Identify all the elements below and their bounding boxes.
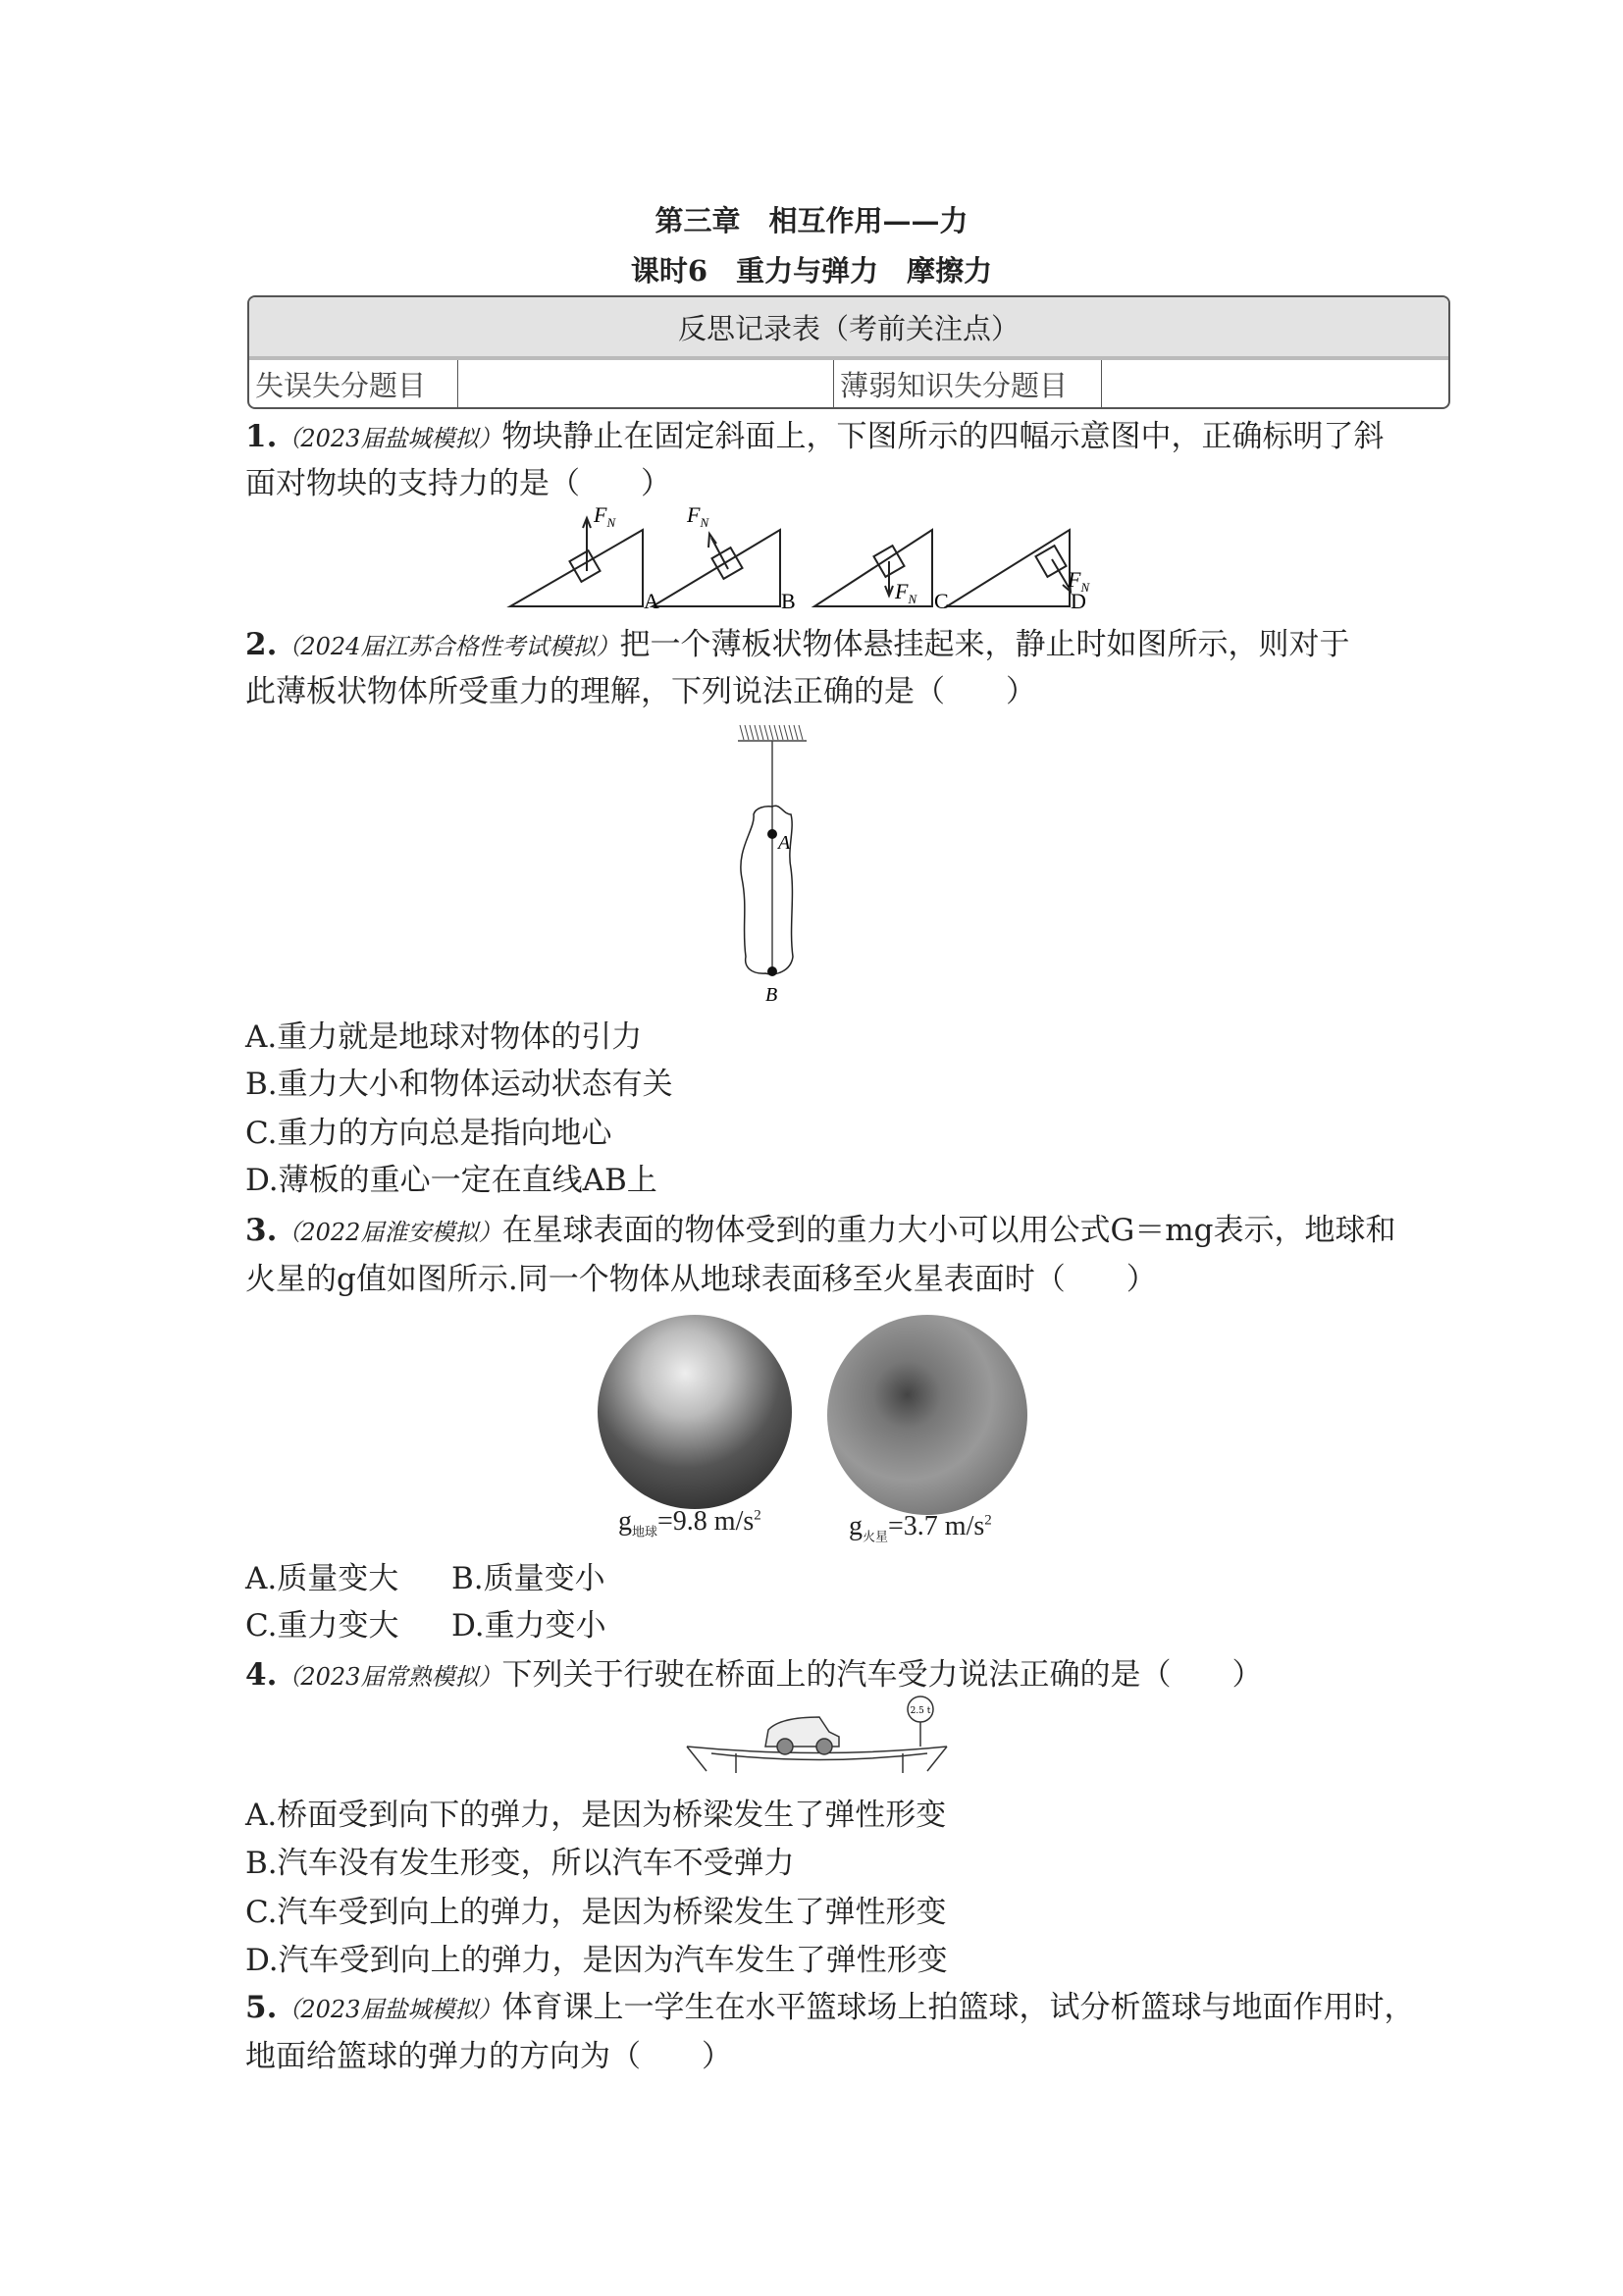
svg-text:FN: $F_N$ <box>1068 567 1090 595</box>
option-b[interactable]: B.汽车没有发生形变，所以汽车不受弹力 <box>245 1846 795 1881</box>
mars-image <box>827 1315 1027 1515</box>
reflection-table-title: 反思记录表（考前关注点） <box>249 297 1448 360</box>
question-4 <box>245 1655 1262 1696</box>
earth-image <box>598 1315 792 1509</box>
option-d-label: D <box>1071 589 1086 613</box>
weak-knowledge-label: 薄弱知识失分题目 <box>833 360 1101 407</box>
option-a[interactable]: A.质量变大 <box>245 1561 399 1596</box>
question-text: 下列关于行驶在桥面上的汽车受力说法正确的是（ ） <box>501 1657 1263 1693</box>
mars-gravity-label: $g_{火星}=3.7$ $m/s^2$ <box>849 1511 992 1544</box>
mistake-label: 失误失分题目 <box>255 368 427 402</box>
lesson-title: 课时6 重力与弹力 摩擦力 <box>630 254 993 287</box>
question-source: （2022届淮安模拟） <box>277 1219 502 1246</box>
force-label: $F_N$ <box>594 502 616 530</box>
question-5 <box>245 1988 1414 2029</box>
question-source: （2024届江苏合格性考试模拟） <box>277 633 620 660</box>
point-b-label: B <box>765 984 778 1006</box>
question-number: 1. <box>245 419 278 454</box>
option-d[interactable]: D.重力变小 <box>451 1608 606 1644</box>
option-c[interactable]: C.重力变大 <box>245 1608 399 1644</box>
hanging-plate-diagram <box>726 721 864 1016</box>
question-1-line2: 面对物块的支持力的是（ ） <box>245 466 671 501</box>
question-number: 4. <box>245 1657 278 1693</box>
svg-text:FN: $F_N$ <box>895 579 917 606</box>
earth-gravity-label: $g_{地球}=9.8$ $m/s^2$ <box>618 1506 761 1539</box>
question-text: 物块静止在固定斜面上，下图所示的四幅示意图中，正确标明了斜 <box>501 419 1385 454</box>
bridge-car-diagram <box>682 1693 957 1781</box>
question-source: （2023届盐城模拟） <box>277 425 502 452</box>
question-number: 2. <box>245 627 278 662</box>
point-a-label: A <box>778 832 791 854</box>
question-number: 3. <box>245 1213 278 1248</box>
question-text: 把一个薄板状物体悬挂起来，静止时如图所示，则对于 <box>619 627 1350 662</box>
option-c-label: C <box>934 589 949 613</box>
option-a[interactable]: A.重力就是地球对物体的引力 <box>245 1019 643 1055</box>
svg-text:FN: $F_N$ <box>687 502 709 530</box>
question-number: 5. <box>245 1990 278 2025</box>
question-1 <box>245 417 1384 458</box>
chapter-title: 第三章 相互作用——力 <box>654 204 969 237</box>
option-a[interactable]: A.桥面受到向下的弹力，是因为桥梁发生了弹性形变 <box>245 1798 947 1833</box>
question-3-line2: 火星的g值如图所示.同一个物体从地球表面移至火星表面时（ ） <box>245 1262 1157 1297</box>
option-b[interactable]: B.重力大小和物体运动状态有关 <box>245 1067 673 1102</box>
reflection-table <box>247 295 1450 409</box>
question-2 <box>245 625 1349 666</box>
question-5-line2: 地面给篮球的弹力的方向为（ ） <box>245 2039 732 2074</box>
option-b-label: B <box>781 589 796 613</box>
option-d[interactable]: D.汽车受到向上的弹力，是因为汽车发生了弹性形变 <box>245 1943 948 1978</box>
question-3 <box>245 1211 1395 1252</box>
load-limit-sign: 2.5 t <box>910 1706 931 1716</box>
option-a-label: A <box>644 589 659 613</box>
incline-diagrams <box>500 500 1128 613</box>
question-text: 体育课上一学生在水平篮球场上拍篮球，试分析篮球与地面作用时， <box>501 1990 1415 2025</box>
mistake-field[interactable] <box>457 360 833 407</box>
option-c[interactable]: C.汽车受到向上的弹力，是因为桥梁发生了弹性形变 <box>245 1895 947 1930</box>
option-c[interactable]: C.重力的方向总是指向地心 <box>245 1116 612 1151</box>
weak-knowledge-field[interactable] <box>1101 360 1448 407</box>
option-d[interactable]: D.薄板的重心一定在直线AB上 <box>245 1163 657 1198</box>
option-b[interactable]: B.质量变小 <box>451 1561 605 1596</box>
question-source: （2023届常熟模拟） <box>277 1663 502 1691</box>
question-text: 在星球表面的物体受到的重力大小可以用公式G＝mg表示，地球和 <box>501 1213 1396 1248</box>
question-source: （2023届盐城模拟） <box>277 1996 502 2023</box>
question-2-line2: 此薄板状物体所受重力的理解，下列说法正确的是（ ） <box>245 674 1036 709</box>
